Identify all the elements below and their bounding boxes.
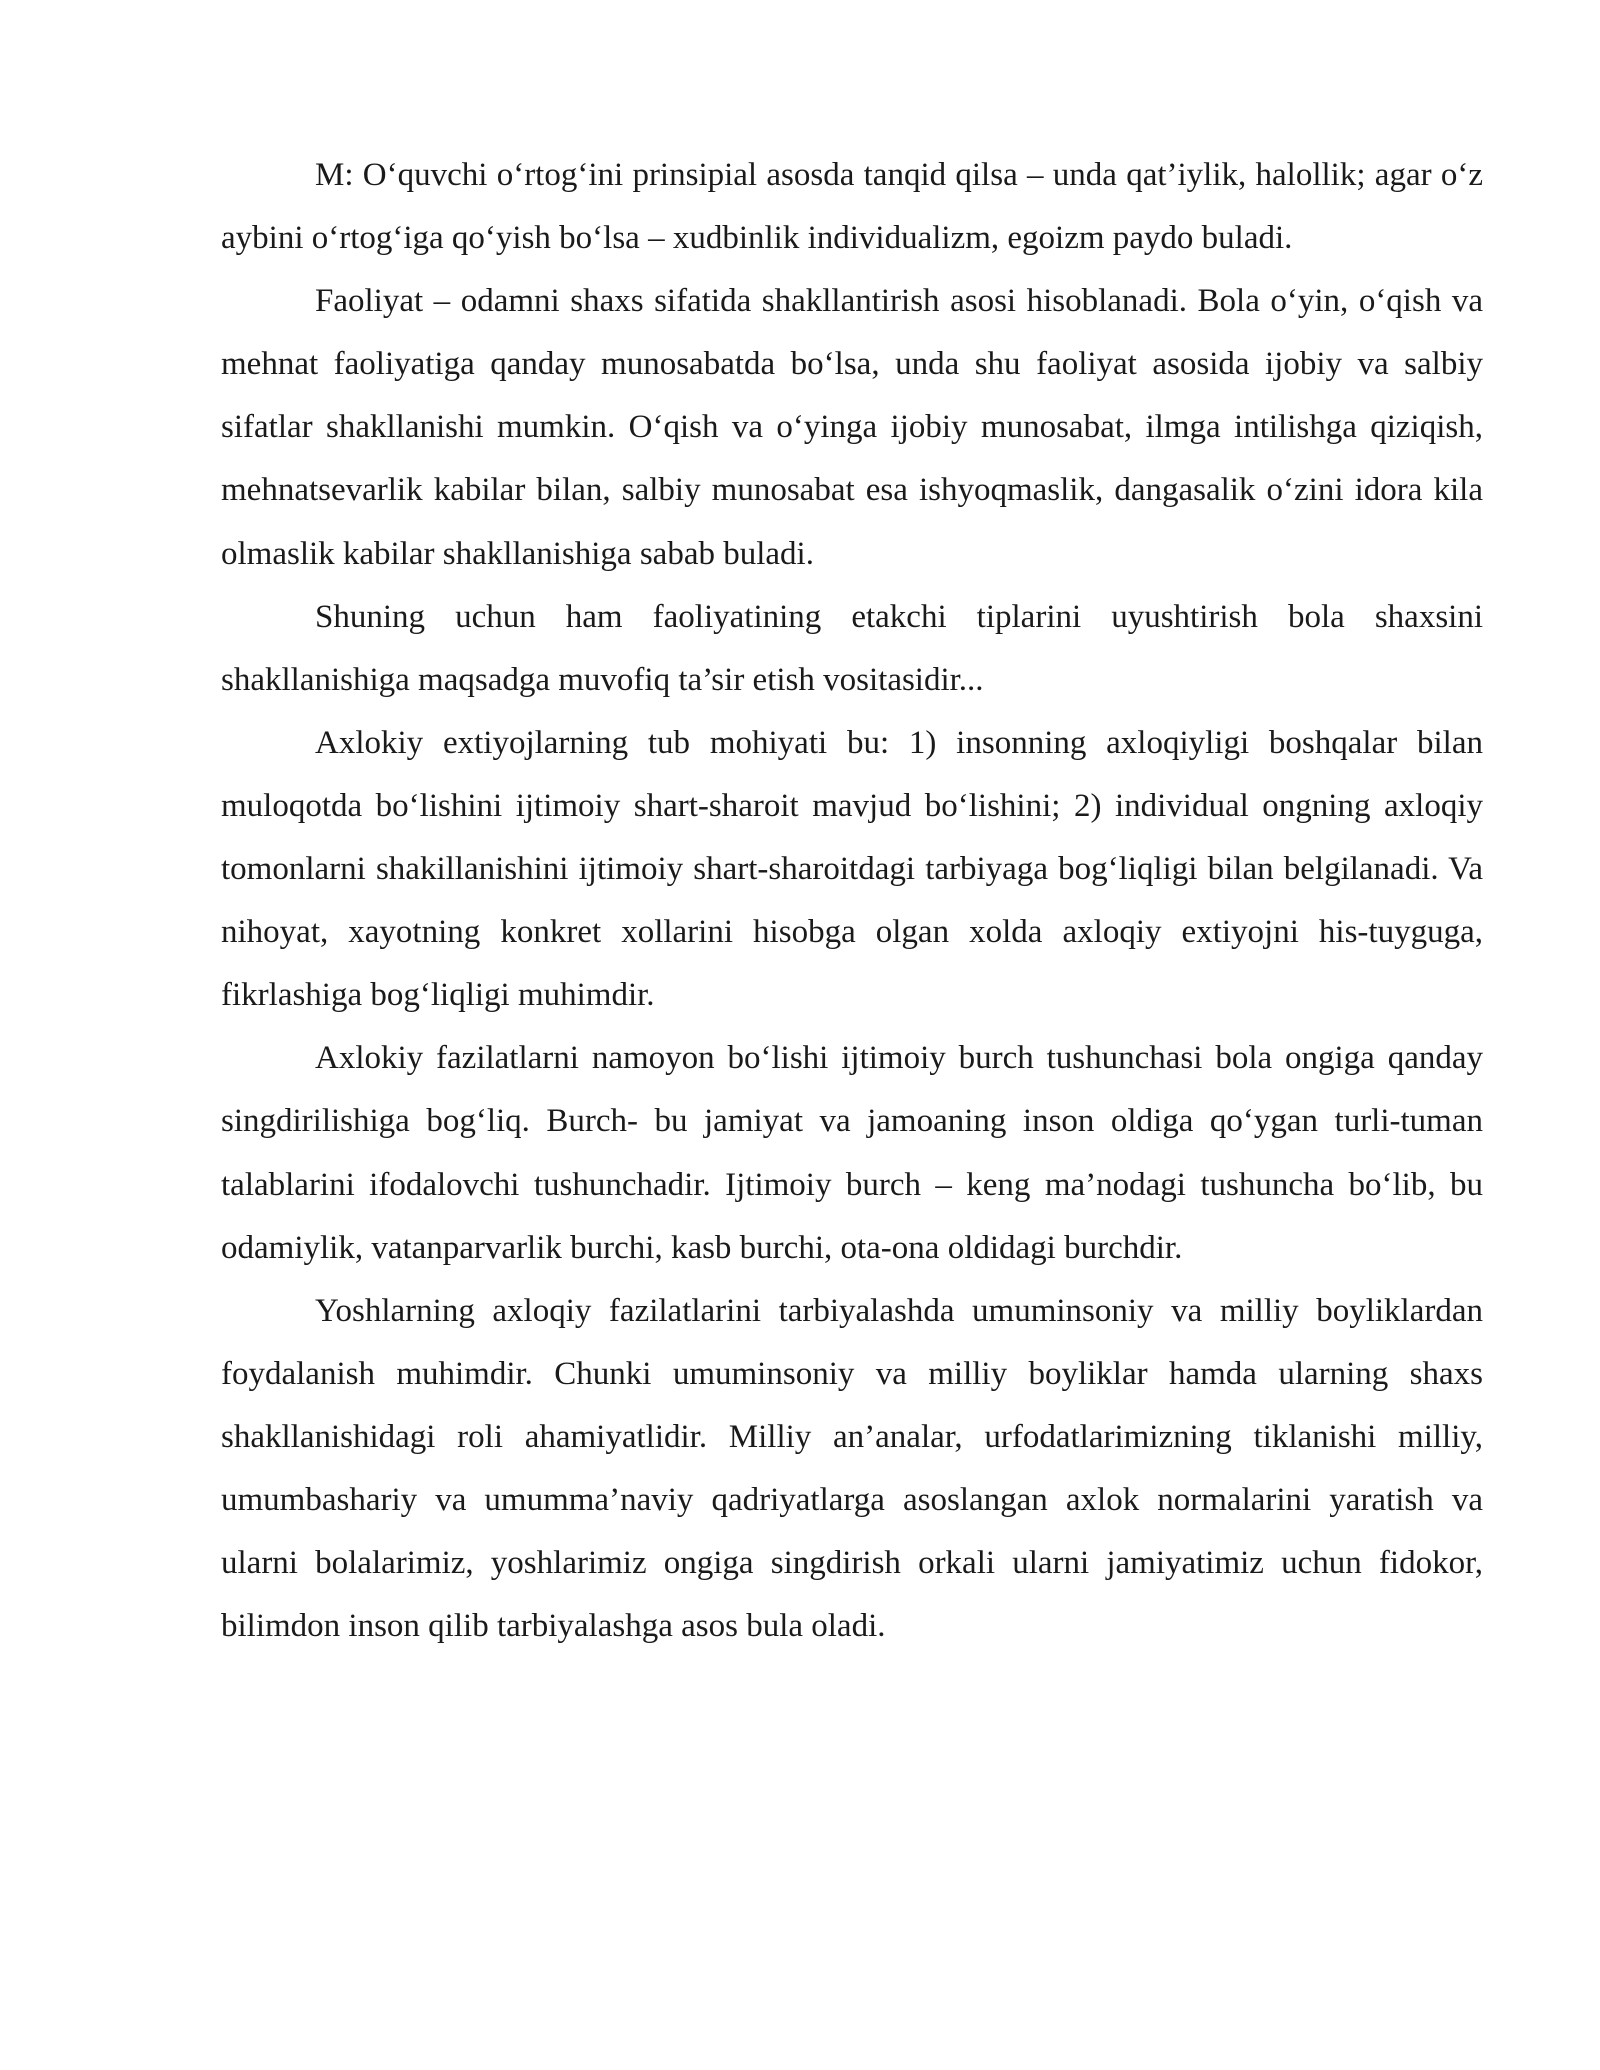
paragraph-leading-activities: Shuning uchun ham faoliyatining etakchi tiplarini uyushtirish bola shaxsini shakllanishiga maqsadga muvofiq ta’sir etish vositasidir... [221, 598, 1483, 698]
body-text [221, 144, 1483, 1658]
paragraph-activity: Faoliyat – odamni shaxs sifatida shakllantirish asosi hisoblanadi. Bola o‘yin, o‘qish va mehnat faoliyatiga qanday munosabatda bo‘lsa, unda shu faoliyat asosida ijobiy va salbiy sifatlar shakllanishi mumkin. O‘qish va o‘yinga ijobiy munosabat, ilmga intilishga qiziqish, mehnatsevarlik kabilar bilan, salbiy munosabat esa ishyoqmaslik, dangasalik o‘zini idora kila olmaslik kabilar shakllanishiga sabab buladi. [221, 283, 1483, 572]
paragraph-peer-criticism: M: O‘quvchi o‘rtog‘ini prinsipial asosda tanqid qilsa – unda qat’iylik, halollik; agar o‘z aybini o‘rtog‘iga qo‘yish bo‘lsa – xudbinlik individualizm, egoizm paydo buladi. [221, 157, 1483, 257]
paragraph-social-duty: Axlokiy fazilatlarni namoyon bo‘lishi ijtimoiy burch tushunchasi bola ongiga qanday singdirilishiga bog‘liq. Burch- bu jamiyat va jamoaning inson oldiga qo‘ygan turli-tuman talablarini ifodalovchi tushunchadir. Ijtimoiy burch – keng ma’nodagi tushuncha bo‘lib, bu odamiylik, vatanparvarlik burchi, kasb burchi, ota-ona oldidagi burchdir. [221, 1040, 1483, 1266]
paragraph-moral-needs: Axlokiy extiyojlarning tub mohiyati bu: 1) insonning axloqiyligi boshqalar bilan muloqotda bo‘lishini ijtimoiy shart-sharoit mavjud bo‘lishini; 2) individual ongning axloqiy tomonlarni shakillanishini ijtimoiy shart-sharoitdagi tarbiyaga bog‘liqligi bilan belgilanadi. Va nihoyat, xayotning konkret xollarini hisobga olgan xolda axloqiy extiyojni his-tuyguga, fikrlashiga bog‘liqligi muhimdir. [221, 724, 1483, 1014]
paragraph-national-values: Yoshlarning axloqiy fazilatlarini tarbiyalashda umuminsoniy va milliy boyliklardan foydalanish muhimdir. Chunki umuminsoniy va milliy boyliklar hamda ularning shaxs shakllanishidagi roli ahamiyatlidir. Milliy an’analar, urfodatlarimizning tiklanishi milliy, umumbashariy va umumma’naviy qadriyatlarga asoslangan axlok normalarini yaratish va ularni bolalarimiz, yoshlarimiz ongiga singdirish orkali ularni jamiyatimiz uchun fidokor, bilimdon inson qilib tarbiyalashga asos bula oladi. [221, 1292, 1483, 1645]
